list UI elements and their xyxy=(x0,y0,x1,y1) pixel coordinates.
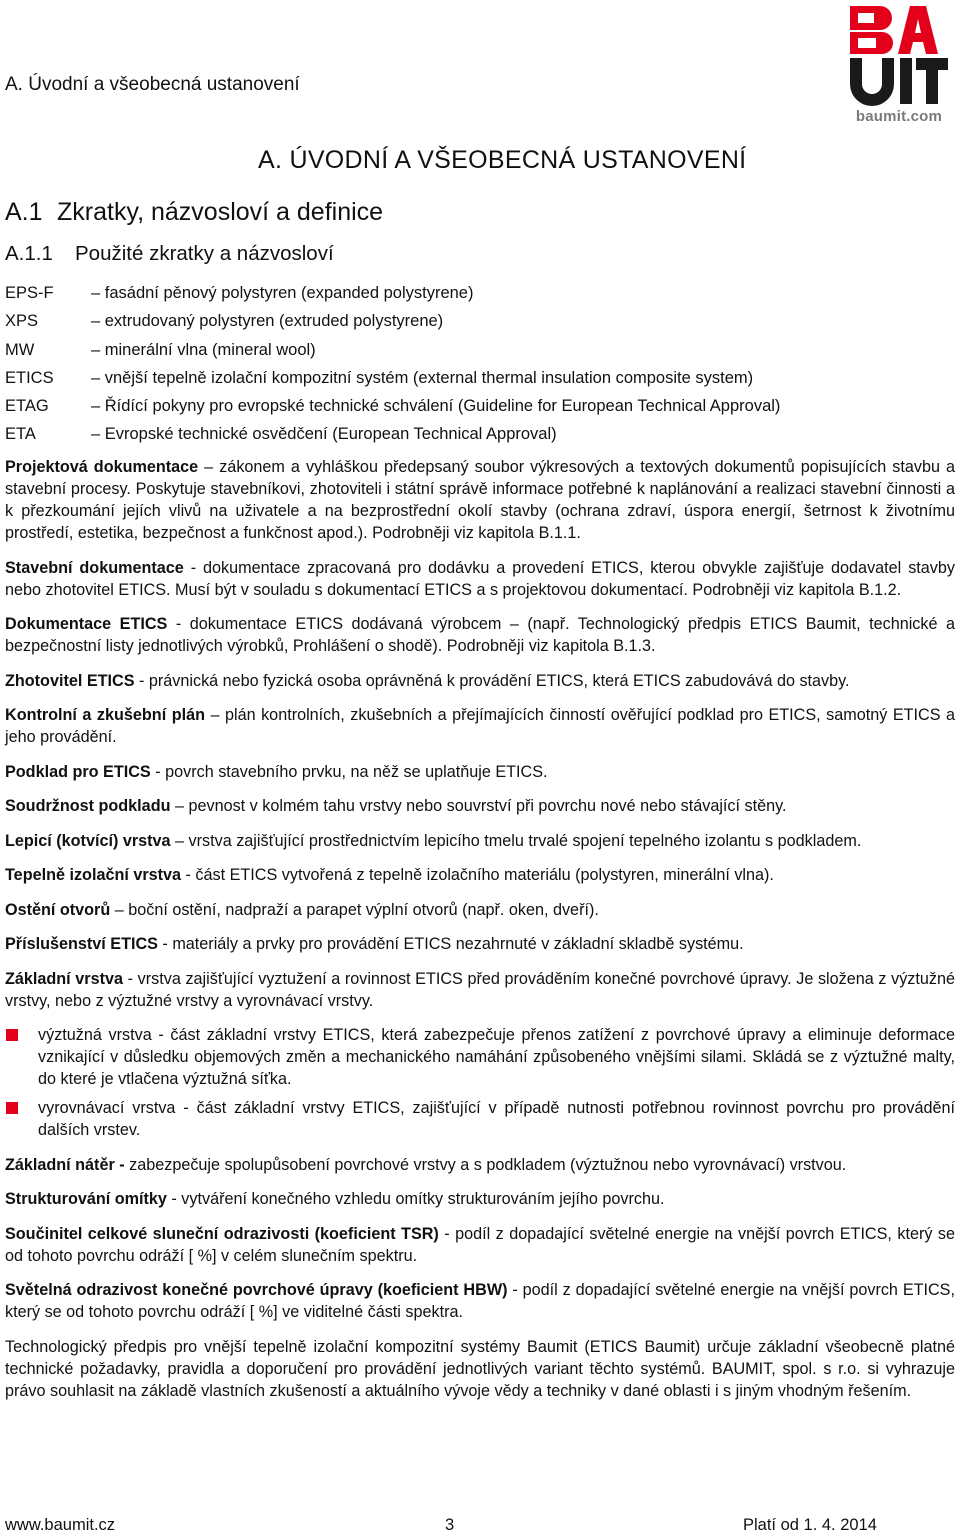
definition-paragraph xyxy=(5,830,955,852)
definition-term: Základní nátěr - xyxy=(5,1155,125,1174)
abbreviation-list xyxy=(5,281,955,451)
list-item xyxy=(5,422,955,450)
definition-term: Světelná odrazivost konečné povrchové úpravy (koeficient HBW) xyxy=(5,1281,508,1299)
definition-text: - podíl z dopadající světelné energie na vnější povrch ETICS, který se od tohoto povrchu odráží [ %] ve viditelné části spektra. xyxy=(5,1281,955,1321)
definition-term: Lepicí (kotvící) vrstva xyxy=(5,831,171,850)
definition-term: Soudržnost podkladu xyxy=(5,797,171,815)
definitions-body xyxy=(5,456,955,1414)
definition-text: zabezpečuje spolupůsobení povrchové vrstvy a s podkladem (výztužnou nebo vyrovnávací) vrstvou. xyxy=(124,1155,847,1174)
definition-text: - část ETICS vytvořená z tepelně izolačního materiálu (polystyren, minerální vlna). xyxy=(181,866,774,884)
definition-text: - vrstva zajišťující vyztužení a rovinnost ETICS před prováděním konečné povrchové úpravy. Je složena z výztužné vrstvy, nebo z výztužné vrstvy a vyrovnávací vrstvy. xyxy=(5,969,955,1010)
section-title: Zkratky, názvosloví a definice xyxy=(57,198,384,226)
bullet-text: výztužná vrstva - část základní vrstvy ETICS, která zabezpečuje přenos zatížení z povrchové úpravy a eliminuje deformace vznikající v důsledku objemových změn a mechanického namáhání způsobeného vnějšími silami. Skládá se z výztužné malty, do které je vtlačena výztužná síťka. xyxy=(38,1026,955,1088)
definition-term: Ostění otvorů xyxy=(5,900,111,919)
chapter-title: A. ÚVODNÍ A VŠEOBECNÁ USTANOVENÍ xyxy=(258,146,747,174)
section-heading xyxy=(5,198,383,227)
abbr-definition: – fasádní pěnový polystyren (expanded polystyrene) xyxy=(91,284,474,302)
definition-term: Zhotovitel ETICS xyxy=(5,671,135,690)
definition-text: - dokumentace ETICS dodávaná výrobcem – (např. Technologický předpis ETICS Baumit, technické a bezpečnostní listy jednotlivých výrobků, Prohlášení o shodě). Podrobněji viz kapitola B.1.3. xyxy=(5,615,955,655)
definition-term: Podklad pro ETICS xyxy=(5,762,151,781)
definition-text: - vytváření konečného vzhledu omítky strukturováním jejího povrchu. xyxy=(166,1190,665,1208)
definition-term: Tepelně izolační vrstva xyxy=(5,866,182,884)
definition-text: – boční ostění, nadpraží a parapet výplní otvorů (např. oken, dveří). xyxy=(110,900,599,919)
abbr-code: XPS xyxy=(5,312,39,331)
list-item xyxy=(5,394,955,422)
definition-text: – pevnost v kolmém tahu vrstvy nebo souvrství při povrchu nové nebo stávající stěny. xyxy=(170,797,787,815)
definition-text: - materiály a prvky pro provádění ETICS nezahrnuté v základní skladbě systému. xyxy=(157,935,744,953)
abbr-definition: – minerální vlna (mineral wool) xyxy=(91,340,316,359)
definition-paragraph xyxy=(5,968,955,1012)
valid-from: Platí od 1. 4. 2014 xyxy=(743,1516,877,1534)
abbr-code: EPS-F xyxy=(5,284,54,302)
logo-caption[interactable]: baumit.com xyxy=(855,108,943,125)
list-item xyxy=(5,338,955,366)
definition-paragraph xyxy=(5,795,955,817)
section-number: A.1 xyxy=(5,198,43,226)
definition-text: – vrstva zajišťující prostřednictvím lepicího tmelu trvalé spojení tepelného izolantu s podkladem. xyxy=(170,831,862,850)
definition-paragraph xyxy=(5,1223,955,1267)
red-square-bullet-icon xyxy=(6,1102,18,1114)
definition-text: – plán kontrolních, zkušebních a přejímajících činností ověřující podklad pro ETICS, samotný ETICS a jeho provádění. xyxy=(5,706,956,746)
bullet-text: vyrovnávací vrstva - část základní vrstvy ETICS, zajišťující v případě nutnosti potřebnou rovinnost povrchu pro provádění dalších vrstev. xyxy=(38,1099,955,1139)
definition-paragraph xyxy=(5,1154,955,1176)
list-item xyxy=(5,1024,955,1090)
abbr-code: MW xyxy=(5,340,35,359)
definition-paragraph xyxy=(5,670,955,692)
abbr-code: ETA xyxy=(5,425,36,444)
bullet-list xyxy=(5,1024,955,1141)
definition-term: Strukturování omítky xyxy=(5,1190,167,1208)
abbr-definition: – vnější tepelně izolační kompozitní systém (external thermal insulation composite system) xyxy=(91,368,754,387)
running-header: A. Úvodní a všeobecná ustanovení xyxy=(5,74,300,95)
subsection-title: Použité zkratky a názvosloví xyxy=(75,242,334,265)
definition-paragraph xyxy=(5,704,955,748)
definition-paragraph xyxy=(5,1279,955,1323)
definition-paragraph xyxy=(5,1188,955,1210)
definition-paragraph xyxy=(5,933,955,955)
definition-text: - právnická nebo fyzická osoba oprávněná k provádění ETICS, která ETICS zabudovává do stavby. xyxy=(134,671,850,690)
definition-term: Dokumentace ETICS xyxy=(5,615,168,633)
red-square-bullet-icon xyxy=(6,1029,18,1041)
definition-paragraph xyxy=(5,761,955,783)
list-item xyxy=(5,1097,955,1141)
abbr-definition: – Řídící pokyny pro evropské technické schválení (Guideline for European Technical Approval) xyxy=(91,397,781,416)
definition-paragraph xyxy=(5,456,955,544)
definition-paragraph xyxy=(5,557,955,601)
subsection-number: A.1.1 xyxy=(5,242,53,265)
abbr-code: ETICS xyxy=(5,368,54,387)
footer-website-link[interactable]: www.baumit.cz xyxy=(5,1516,116,1534)
subsection-heading xyxy=(5,242,334,266)
list-item xyxy=(5,281,955,309)
abbr-definition: – extrudovaný polystyren (extruded polystyrene) xyxy=(91,312,444,331)
definition-term: Základní vrstva xyxy=(5,969,123,988)
definition-text: - dokumentace zpracovaná pro dodávku a provedení ETICS, kterou obvykle zajišťuje dodavatel stavby nebo zhotovitel ETICS. Musí být v souladu s dokumentací ETICS a s projektovou dokumentací. Podrobněji viz kapitola B.1.2. xyxy=(5,558,955,599)
definition-term: Příslušenství ETICS xyxy=(5,935,158,953)
definition-term: Stavební dokumentace xyxy=(5,558,184,577)
list-item xyxy=(5,309,955,337)
definition-term: Součinitel celkové sluneční odrazivosti (koeficient TSR) xyxy=(5,1224,439,1243)
definition-paragraph xyxy=(5,899,955,921)
abbr-definition: – Evropské technické osvědčení (European Technical Approval) xyxy=(91,425,557,444)
definition-text: - povrch stavebního prvku, na něž se uplatňuje ETICS. xyxy=(150,762,548,781)
abbr-code: ETAG xyxy=(5,397,49,416)
definition-text: - podíl z dopadající světelné energie na vnější povrch ETICS, který se od tohoto povrchu odráží [ %] v celém slunečním spektru. xyxy=(5,1224,955,1265)
definition-term: Projektová dokumentace xyxy=(5,458,199,476)
definition-term: Kontrolní a zkušební plán xyxy=(5,706,205,724)
definition-paragraph xyxy=(5,613,955,657)
closing-paragraph: Technologický předpis pro vnější tepelně izolační kompozitní systémy Baumit (ETICS Baumit) určuje základní všeobecně platné technické požadavky, pravidla a doporučení pro provádění jednotlivých variant těchto systémů. BAUMIT, spol. s r.o. si vyhrazuje právo souhlasit na základě vlastních zkušeností a aktuálního vývoje vědy a techniky v dané oblasti i s jiným vhodným řešením. xyxy=(5,1337,955,1400)
page-number: 3 xyxy=(445,1516,455,1534)
list-item xyxy=(5,366,955,394)
definition-text: – zákonem a vyhláškou předepsaný soubor výkresových a textových dokumentů popisujících stavbu a stavební procesy. Poskytuje stavebníkovi, zhotoviteli i státní správě informace potřebné k naplánování a realizaci stavební činnosti a k přezkoumání jejích vlivů na uživatele a na bezprostřední okolí stavby (ochrana zdraví, úspora energií, šetrnost k životnímu prostředí, estetika, bezpečnost a funkčnost apod.). Podrobněji viz kapitola B.1.1. xyxy=(5,458,955,542)
definition-paragraph xyxy=(5,864,955,886)
